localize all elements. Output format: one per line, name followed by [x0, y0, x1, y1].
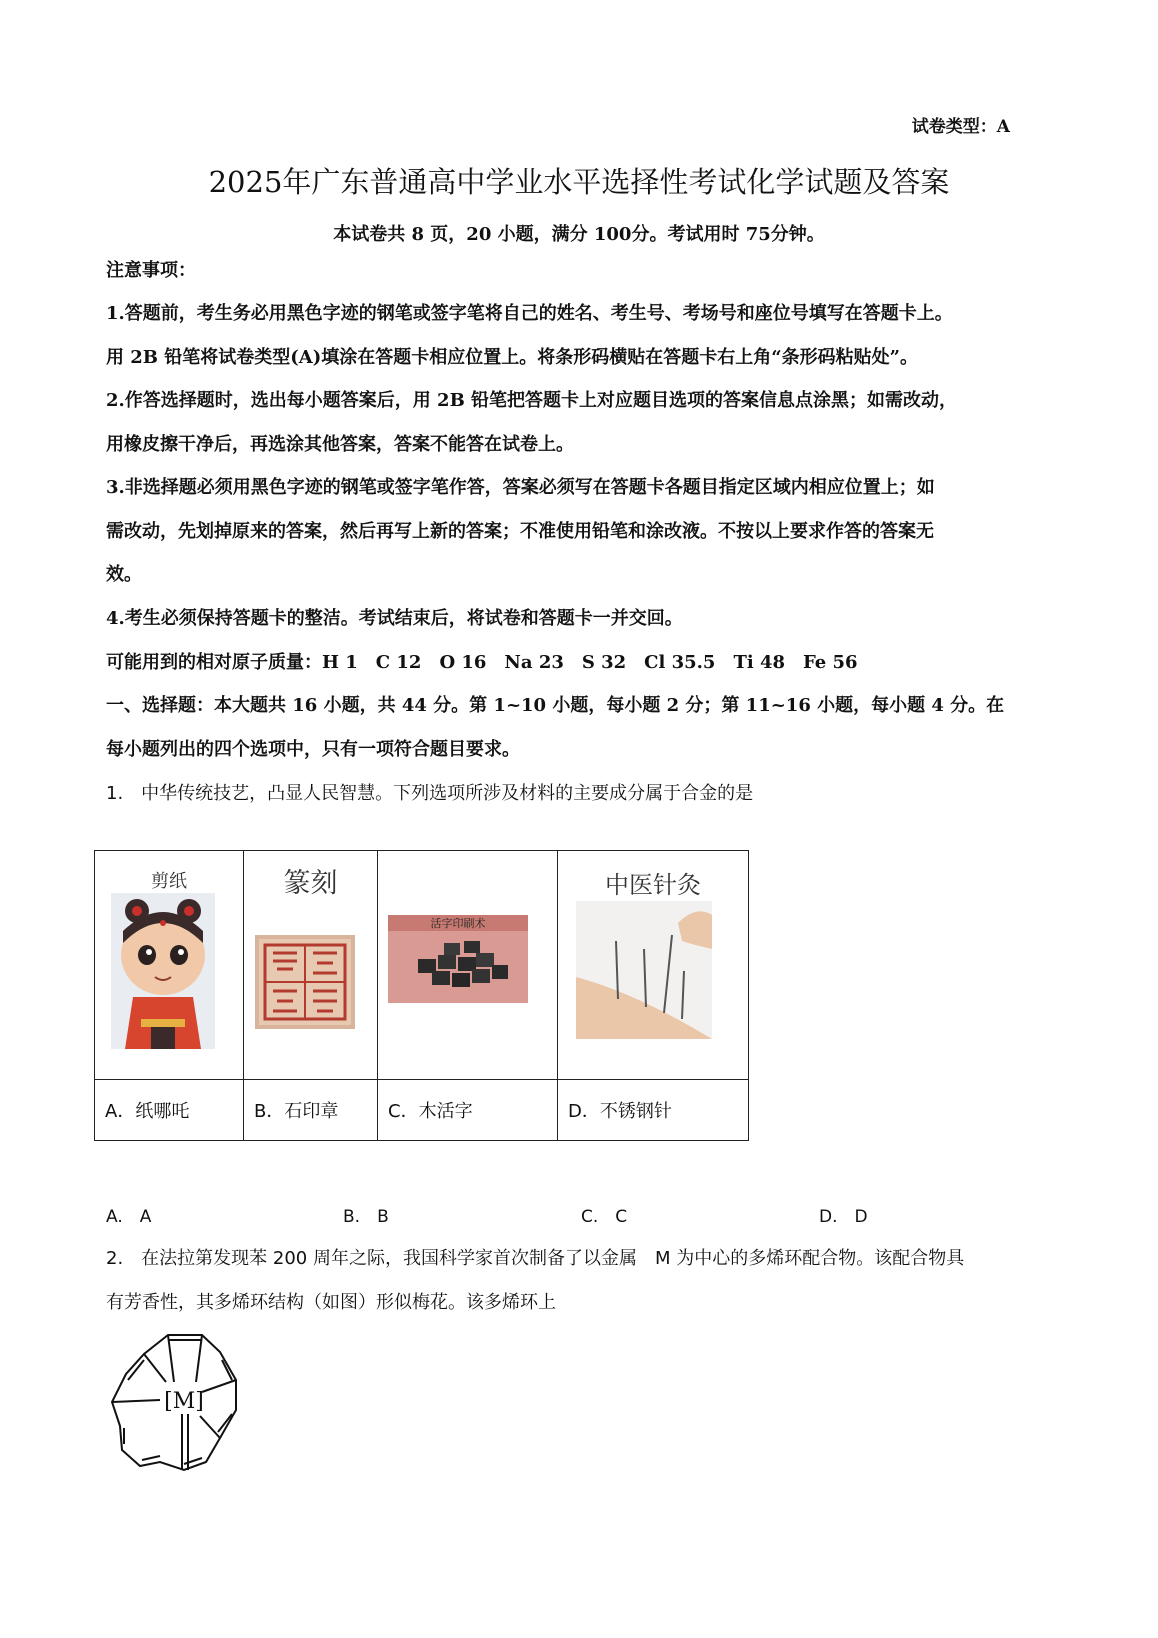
polyene-ring-structure [104, 1330, 264, 1490]
option-a-label: A．纸哪吒 [95, 1080, 244, 1141]
option-d-label: D．不锈钢针 [558, 1080, 749, 1141]
movable-type-icon [388, 915, 528, 1003]
answer-choice-a: A. A [106, 1207, 152, 1227]
option-a-image-cell [95, 851, 244, 1080]
acupuncture-needles-icon [576, 901, 712, 1039]
movable-type-title: 活字印刷术 [430, 917, 486, 930]
notes-line: 需改动，先划掉原来的答案，然后再写上新的答案；不准使用铅笔和涂改液。不按以上要求作答的答案无 [106, 521, 934, 542]
atomic-masses: 可能用到的相对原子质量：H 1 C 12 O 16 Na 23 S 32 Cl 35.5 Ti 48 Fe 56 [106, 652, 858, 673]
metal-center-label: [M] [164, 1389, 204, 1414]
option-c-image-cell [378, 851, 558, 1080]
image-caption: 篆刻 [283, 868, 338, 899]
stone-seal-icon [255, 935, 355, 1029]
page-subtitle: 本试卷共 8 页，20 小题，满分 100分。考试用时 75分钟。 [333, 224, 825, 245]
section-instruction: 一、选择题：本大题共 16 小题，共 44 分。第 1~10 小题，每小题 2 分；第 11~16 小题，每小题 4 分。在 [106, 695, 1005, 716]
notes-line: 4.考生必须保持答题卡的整洁。考试结束后，将试卷和答题卡一并交回。 [106, 608, 683, 629]
option-b-label: B．石印章 [244, 1080, 378, 1141]
option-d-image-cell [558, 851, 749, 1080]
notes-line: 3.非选择题必须用黑色字迹的钢笔或签字笔作答，答案必须写在答题卡各题目指定区域内相应位置上；如 [106, 477, 935, 498]
paper-cut-doll-icon [111, 893, 215, 1049]
answer-choice-d: D. D [819, 1207, 868, 1227]
page-title: 2025年广东普通高中学业水平选择性考试化学试题及答案 [208, 165, 950, 199]
answer-choice-c: C. C [581, 1207, 628, 1227]
notes-line: 用 2B 铅笔将试卷类型(A)填涂在答题卡相应位置上。将条形码横贴在答题卡右上角“条形码粘贴处”。 [106, 347, 918, 368]
question-1-option-table [94, 850, 749, 1141]
section-instruction: 每小题列出的四个选项中，只有一项符合题目要求。 [106, 739, 520, 760]
option-b-image-cell [244, 851, 378, 1080]
question-1-stem: 1. 中华传统技艺，凸显人民智慧。下列选项所涉及材料的主要成分属于合金的是 [106, 783, 754, 804]
answer-choice-b: B. B [343, 1207, 389, 1227]
notes-heading: 注意事项： [106, 260, 196, 281]
notes-line: 用橡皮擦干净后，再选涂其他答案，答案不能答在试卷上。 [106, 434, 574, 455]
question-2-stem: 2. 在法拉第发现苯 200 周年之际，我国科学家首次制备了以金属 M 为中心的多烯环配合物。该配合物具 [106, 1248, 965, 1269]
notes-line: 2.作答选择题时，选出每小题答案后，用 2B 铅笔把答题卡上对应题目选项的答案信息点涂黑；如需改动， [106, 390, 958, 411]
option-c-label: C．木活字 [378, 1080, 558, 1141]
image-caption: 剪纸 [151, 871, 187, 892]
question-2-stem: 有芳香性，其多烯环结构（如图）形似梅花。该多烯环上 [106, 1292, 556, 1313]
image-caption: 中医针灸 [605, 871, 701, 899]
paper-type-label: 试卷类型：A [911, 117, 1010, 137]
notes-line: 1.答题前，考生务必用黑色字迹的钢笔或签字笔将自己的姓名、考生号、考场号和座位号填写在答题卡上。 [106, 303, 953, 324]
notes-line: 效。 [106, 564, 142, 585]
